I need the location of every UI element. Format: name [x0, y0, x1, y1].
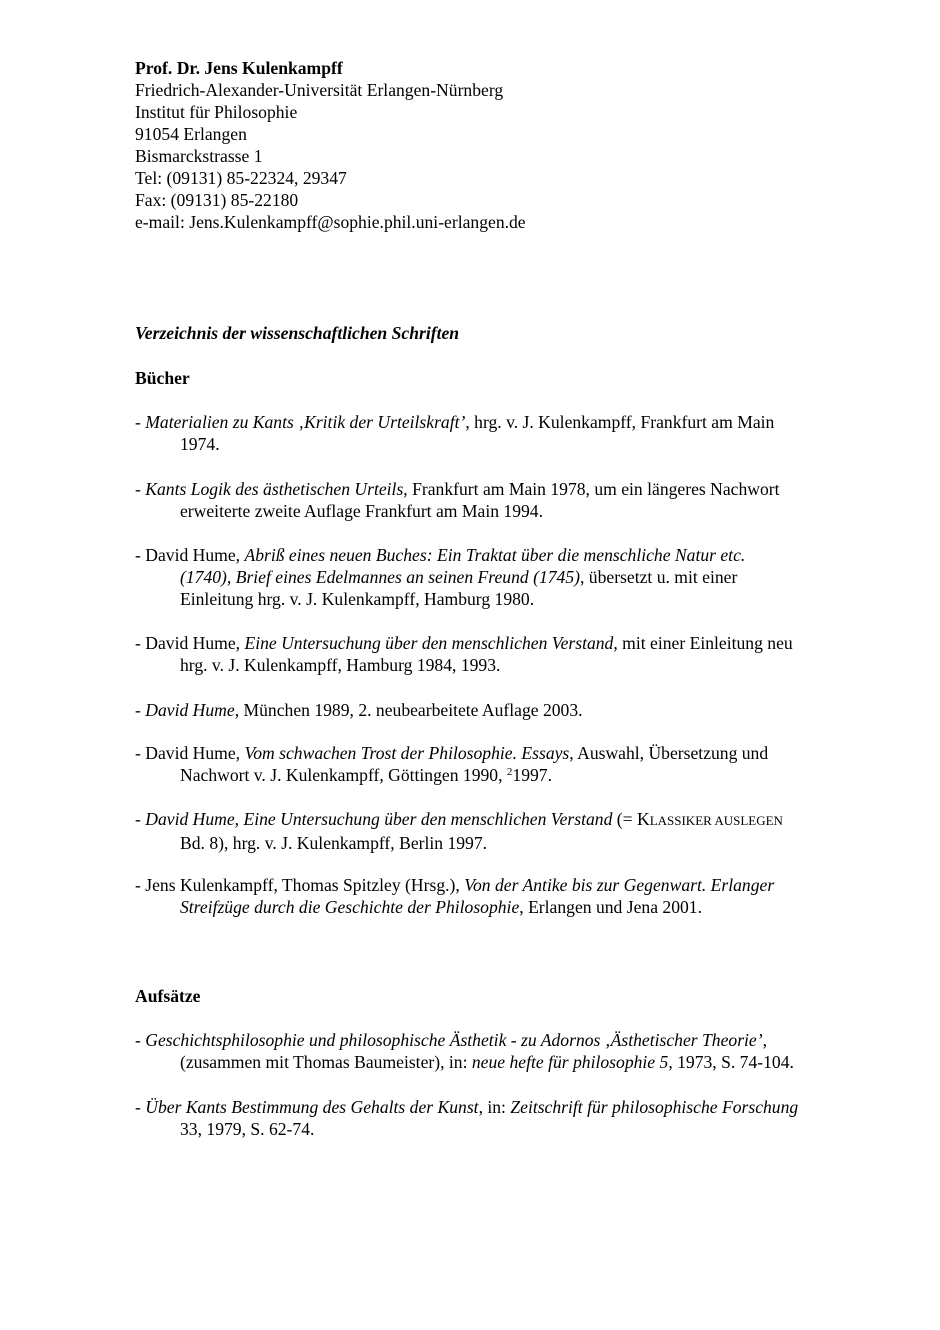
book-entry-4 — [135, 632, 855, 676]
book-title: , Vom schwachen Trost der Philosophie. Essays — [235, 743, 570, 763]
journal-title: Zeitschrift für philosophische Forschung — [510, 1097, 799, 1117]
book-entry-2 — [135, 478, 855, 522]
book-author: - David Hume, — [135, 545, 245, 565]
book-year: 1997. — [512, 765, 552, 785]
city: 91054 Erlangen — [135, 124, 247, 144]
edition-superscript: 2 — [506, 766, 513, 778]
book-title: Abriß eines neuen Buches: Ein Traktat über die menschliche Natur etc. — [244, 545, 746, 565]
contact-block — [135, 57, 526, 233]
article-pages: , 1973, S. 74-104. — [668, 1052, 794, 1072]
book-title: Kants Logik des ästhetischen Urteils — [145, 479, 404, 499]
article-details: (zusammen mit Thomas Baumeister), in: — [180, 1052, 472, 1072]
dash: - — [135, 479, 146, 499]
articles-heading: Aufsätze — [135, 986, 201, 1006]
book-details: , Erlangen und Jena 2001. — [519, 897, 702, 917]
books-heading: Bücher — [135, 368, 190, 388]
book-title: David Hume — [145, 700, 235, 720]
book-entry-6 — [135, 742, 855, 786]
dash: - — [135, 1030, 146, 1050]
journal-title: neue hefte für philosophie 5 — [471, 1052, 669, 1072]
book-author: - David Hume — [135, 743, 236, 763]
dash: - — [135, 1097, 146, 1117]
book-details: , hrg. v. J. Kulenkampff, Frankfurt am Main — [465, 412, 775, 432]
dash: - — [135, 809, 146, 829]
article-punct: , — [762, 1030, 768, 1050]
book-entry-8 — [135, 874, 855, 918]
book-author: - Jens Kulenkampff, Thomas Spitzley (Hrsg.), — [135, 875, 465, 895]
book-entry-3 — [135, 544, 855, 610]
book-details-cont: Nachwort v. J. Kulenkampff, Göttingen 1990, — [180, 765, 507, 785]
book-title: David Hume, Eine Untersuchung über den menschlichen Verstand — [145, 809, 613, 829]
document-title: Verzeichnis der wissenschaftlichen Schriften — [135, 323, 460, 343]
book-title: Von der Antike bis zur Gegenwart. Erlanger — [464, 875, 775, 895]
book-title: Eine Untersuchung über den menschlichen Verstand — [244, 633, 614, 653]
book-author: - David Hume, — [135, 633, 245, 653]
street: Bismarckstrasse 1 — [135, 146, 263, 166]
email: e-mail: Jens.Kulenkampff@sophie.phil.uni-erlangen.de — [135, 212, 526, 232]
article-entry-1 — [135, 1029, 855, 1073]
dash: - — [135, 700, 146, 720]
book-title-cont: Streifzüge durch die Geschichte der Philosophie — [180, 897, 520, 917]
book-details-cont: 1974. — [180, 434, 220, 454]
book-details-cont: erweiterte zweite Auflage Frankfurt am Main 1994. — [180, 501, 543, 521]
book-details-cont: Einleitung hrg. v. J. Kulenkampff, Hamburg 1980. — [180, 589, 535, 609]
book-details: , Frankfurt am Main 1978, um ein längeres Nachwort — [403, 479, 780, 499]
book-title: Materialien zu Kants ‚Kritik der Urteilskraft’ — [145, 412, 466, 432]
book-entry-7 — [135, 808, 855, 854]
book-series-smallcaps: LASSIKER AUSLEGEN — [649, 813, 783, 828]
university: Friedrich-Alexander-Universität Erlangen-Nürnberg — [135, 80, 504, 100]
book-details-cont: Bd. 8), hrg. v. J. Kulenkampff, Berlin 1997. — [180, 833, 488, 853]
book-details-cont: hrg. v. J. Kulenkampff, Hamburg 1984, 1993. — [180, 655, 501, 675]
book-details: , Auswahl, Übersetzung und — [569, 743, 769, 763]
book-title-cont: (1740), Brief eines Edelmannes an seinen Freund (1745) — [180, 567, 580, 587]
fax: Fax: (09131) 85-22180 — [135, 190, 299, 210]
article-entry-2 — [135, 1096, 855, 1140]
institute: Institut für Philosophie — [135, 102, 298, 122]
book-details: , München 1989, 2. neubearbeitete Auflage 2003. — [234, 700, 583, 720]
book-details: , übersetzt u. mit einer — [580, 567, 738, 587]
article-title: Geschichtsphilosophie und philosophische Ästhetik - zu Adornos ‚Ästhetischer Theorie’ — [145, 1030, 763, 1050]
book-entry-5 — [135, 699, 855, 721]
telephone: Tel: (09131) 85-22324, 29347 — [135, 168, 347, 188]
article-title: Über Kants Bestimmung des Gehalts der Kunst — [145, 1097, 479, 1117]
article-in: , in: — [478, 1097, 511, 1117]
author-name: Prof. Dr. Jens Kulenkampff — [135, 58, 343, 78]
book-details: , mit einer Einleitung neu — [613, 633, 793, 653]
dash: - — [135, 412, 146, 432]
book-entry-1 — [135, 411, 855, 455]
article-pages: 33, 1979, S. 62-74. — [180, 1119, 315, 1139]
book-series: (= K — [612, 809, 650, 829]
